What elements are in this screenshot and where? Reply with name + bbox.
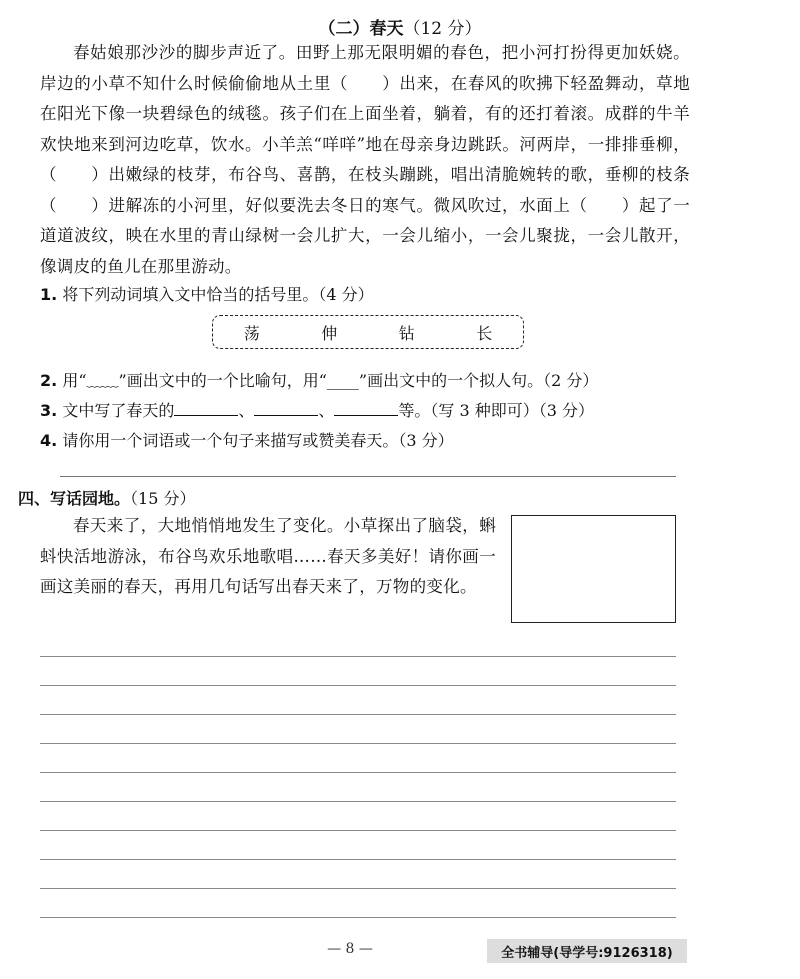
writing-line[interactable] (40, 830, 676, 831)
writing-line[interactable] (40, 685, 676, 686)
word-bank (212, 315, 524, 349)
word-bank-item: 荡 (243, 323, 260, 343)
writing-line[interactable] (40, 772, 676, 773)
word-bank-item: 伸 (321, 323, 338, 343)
writing-line[interactable] (40, 743, 676, 744)
reading-passage: 春姑娘那沙沙的脚步声近了。田野上那无限明媚的春色，把小河打扮得更加妖娆。岸边的小草不知什么时候偷偷地从土里（ ）出来，在春风的吹拂下轻盈舞动，草地在阳光下像一块碧绿色的绒毯。孩子们在上面坐着，躺着，有的还打着滚。成群的牛羊欢快地来到河边吃草，饮水。小羊羔“咩咩”地在母亲身边跳跃。河两岸，一排排垂柳，（ ）出嫩绿的枝芽，布谷鸟、喜鹊，在枝头蹦跳，唱出清脆婉转的歌，垂柳的枝条（ ）进解冻的小河里，好似要洗去冬日的寒气。微风吹过，水面上（ ）起了一道道波纹，映在水里的青山绿树一会儿扩大，一会儿缩小，一会儿聚拢，一会儿散开，像调皮的鱼儿在那里游动。 (40, 43, 690, 276)
footer-badge: 全书辅导(导学号:9126318) (487, 939, 687, 963)
drawing-box[interactable] (511, 515, 676, 623)
writing-line[interactable] (40, 917, 676, 918)
section-number: （二） (318, 19, 370, 39)
section4-heading: 四、写话园地。（15 分） (18, 489, 196, 508)
word-bank-item: 钻 (398, 323, 415, 343)
writing-line[interactable] (40, 656, 676, 657)
question-4: 4. 请你用一个词语或一个句子来描写或赞美春天。（3 分） (40, 431, 454, 450)
answer-blank[interactable] (254, 401, 318, 416)
section-points: （12 分） (403, 19, 482, 39)
answer-line[interactable] (60, 476, 676, 477)
word-bank-item: 长 (476, 323, 493, 343)
answer-blank[interactable] (174, 401, 238, 416)
wavy-line-mark: ﹏﹏ (86, 371, 119, 390)
writing-line[interactable] (40, 801, 676, 802)
section-title-text: 春天 (369, 19, 404, 39)
writing-line[interactable] (40, 714, 676, 715)
answer-blank[interactable] (334, 401, 398, 416)
section-title (0, 14, 800, 39)
question-2: 2. 用“﹏﹏”画出文中的一个比喻句，用“____”画出文中的一个拟人句。（2 分） (40, 371, 599, 390)
question-3: 3. 文中写了春天的 、 、 等。（写 3 种即可）（3 分） (40, 401, 594, 420)
writing-line[interactable] (40, 888, 676, 889)
question-1: 1. 将下列动词填入文中恰当的括号里。（4 分） (40, 285, 374, 304)
writing-line[interactable] (40, 859, 676, 860)
straight-line-mark: ____ (326, 371, 359, 390)
writing-prompt: 春天来了，大地悄悄地发生了变化。小草探出了脑袋，蝌蚪快活地游泳，布谷鸟欢乐地歌唱……春天多美好！请你画一画这美丽的春天，再用几句话写出春天来了，万物的变化。 (40, 516, 496, 596)
page-number: — 8 — (327, 941, 373, 957)
